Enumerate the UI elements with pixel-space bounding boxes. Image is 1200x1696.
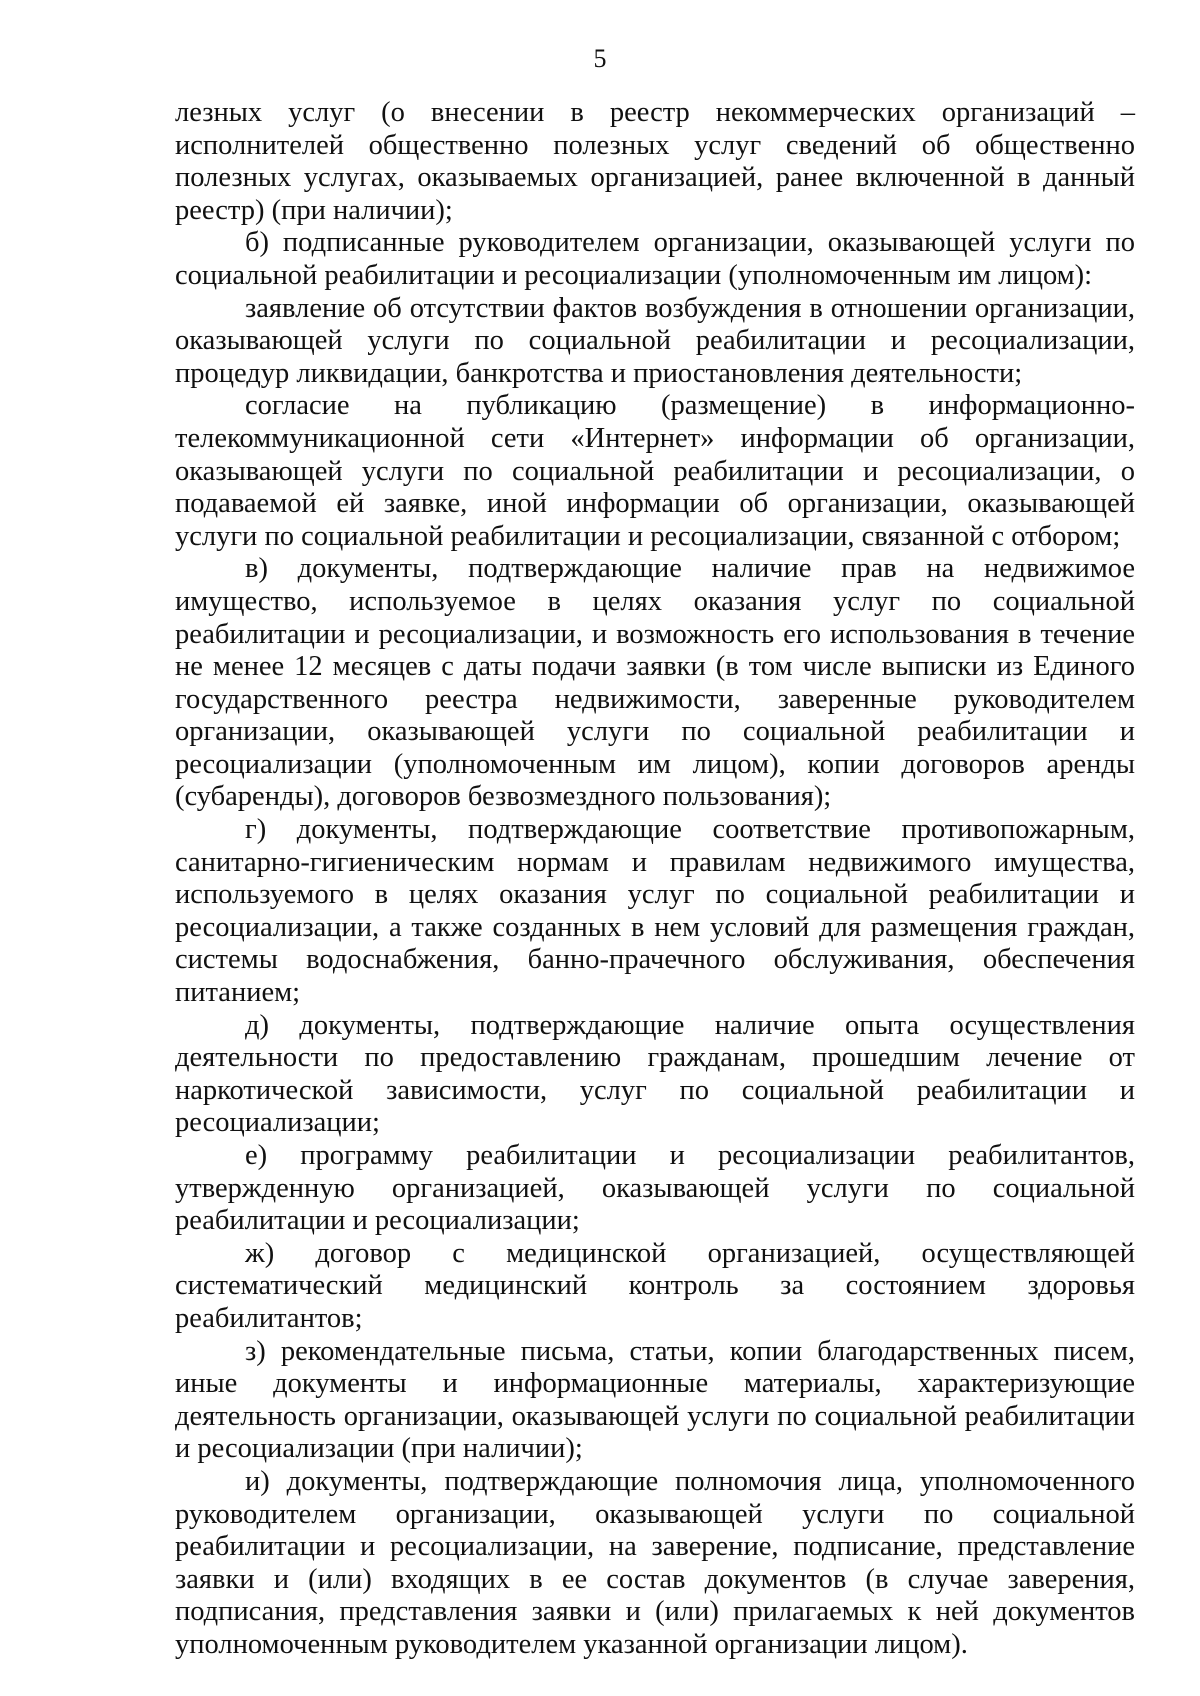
paragraph: е) программу реабилитации и ресоциализации реабилитантов, утвержденную организацией, оказывающей услуги по социальной реабилитации и ресоциализации; xyxy=(175,1140,1135,1237)
paragraph: в) документы, подтверждающие наличие прав на недвижимое имущество, используемое в целях оказания услуг по социальной реабилитации и ресоциализации, и возможность его использования в течение не менее 12 месяцев с даты подачи заявки (в том числе выписки из Единого государственного реестра недвижимости, заверенные руководителем организации, оказывающей услуги по социальной реабилитации и ресоциализации (уполномоченным им лицом), копии договоров аренды (субаренды), договоров безвозмездного пользования); xyxy=(175,553,1135,813)
paragraph: г) документы, подтверждающие соответствие противопожарным, санитарно-гигиеническим нормам и правилам недвижимого имущества, используемого в целях оказания услуг по социальной реабилитации и ресоциализации, а также созданных в нем условий для размещения граждан, системы водоснабжения, банно-прачечного обслуживания, обеспечения питанием; xyxy=(175,814,1135,1009)
page-number: 5 xyxy=(593,44,607,73)
paragraph: ж) договор с медицинской организацией, осуществляющей систематический медицинский контроль за состоянием здоровья реабилитантов; xyxy=(175,1237,1135,1334)
paragraph: д) документы, подтверждающие наличие опыта осуществления деятельности по предоставлению гражданам, прошедшим лечение от наркотической зависимости, услуг по социальной реабилитации и ресоциализации; xyxy=(175,1009,1135,1139)
paragraph: согласие на публикацию (размещение) в информационно-телекоммуникационной сети «Интернет» информации об организации, оказывающей услуги по социальной реабилитации и ресоциализации, о подаваемой ей заявке, иной информации об организации, оказывающей услуги по социальной реабилитации и ресоциализации, связанной с отбором; xyxy=(175,390,1135,552)
document-body xyxy=(175,97,1135,1662)
paragraph: лезных услуг (о внесении в реестр некоммерческих организаций – исполнителей общественно полезных услуг сведений об общественно полезных услугах, оказываемых организацией, ранее включенной в данный реестр) (при наличии); xyxy=(175,97,1135,226)
paragraph: б) подписанные руководителем организации, оказывающей услуги по социальной реабилитации и ресоциализации (уполномоченным им лицом): xyxy=(175,227,1135,291)
paragraph: заявление об отсутствии фактов возбуждения в отношении организации, оказывающей услуги по социальной реабилитации и ресоциализации, процедур ликвидации, банкротства и приостановления деятельности; xyxy=(175,292,1135,389)
paragraph: з) рекомендательные письма, статьи, копии благодарственных писем, иные документы и информационные материалы, характеризующие деятельность организации, оказывающей услуги по социальной реабилитации и ресоциализации (при наличии); xyxy=(175,1335,1135,1465)
paragraph: и) документы, подтверждающие полномочия лица, уполномоченного руководителем организации, оказывающей услуги по социальной реабилитации и ресоциализации, на заверение, подписание, представление заявки и (или) входящих в ее состав документов (в случае заверения, подписания, представления заявки и (или) прилагаемых к ней документов уполномоченным руководителем указанной организации лицом). xyxy=(175,1465,1135,1660)
